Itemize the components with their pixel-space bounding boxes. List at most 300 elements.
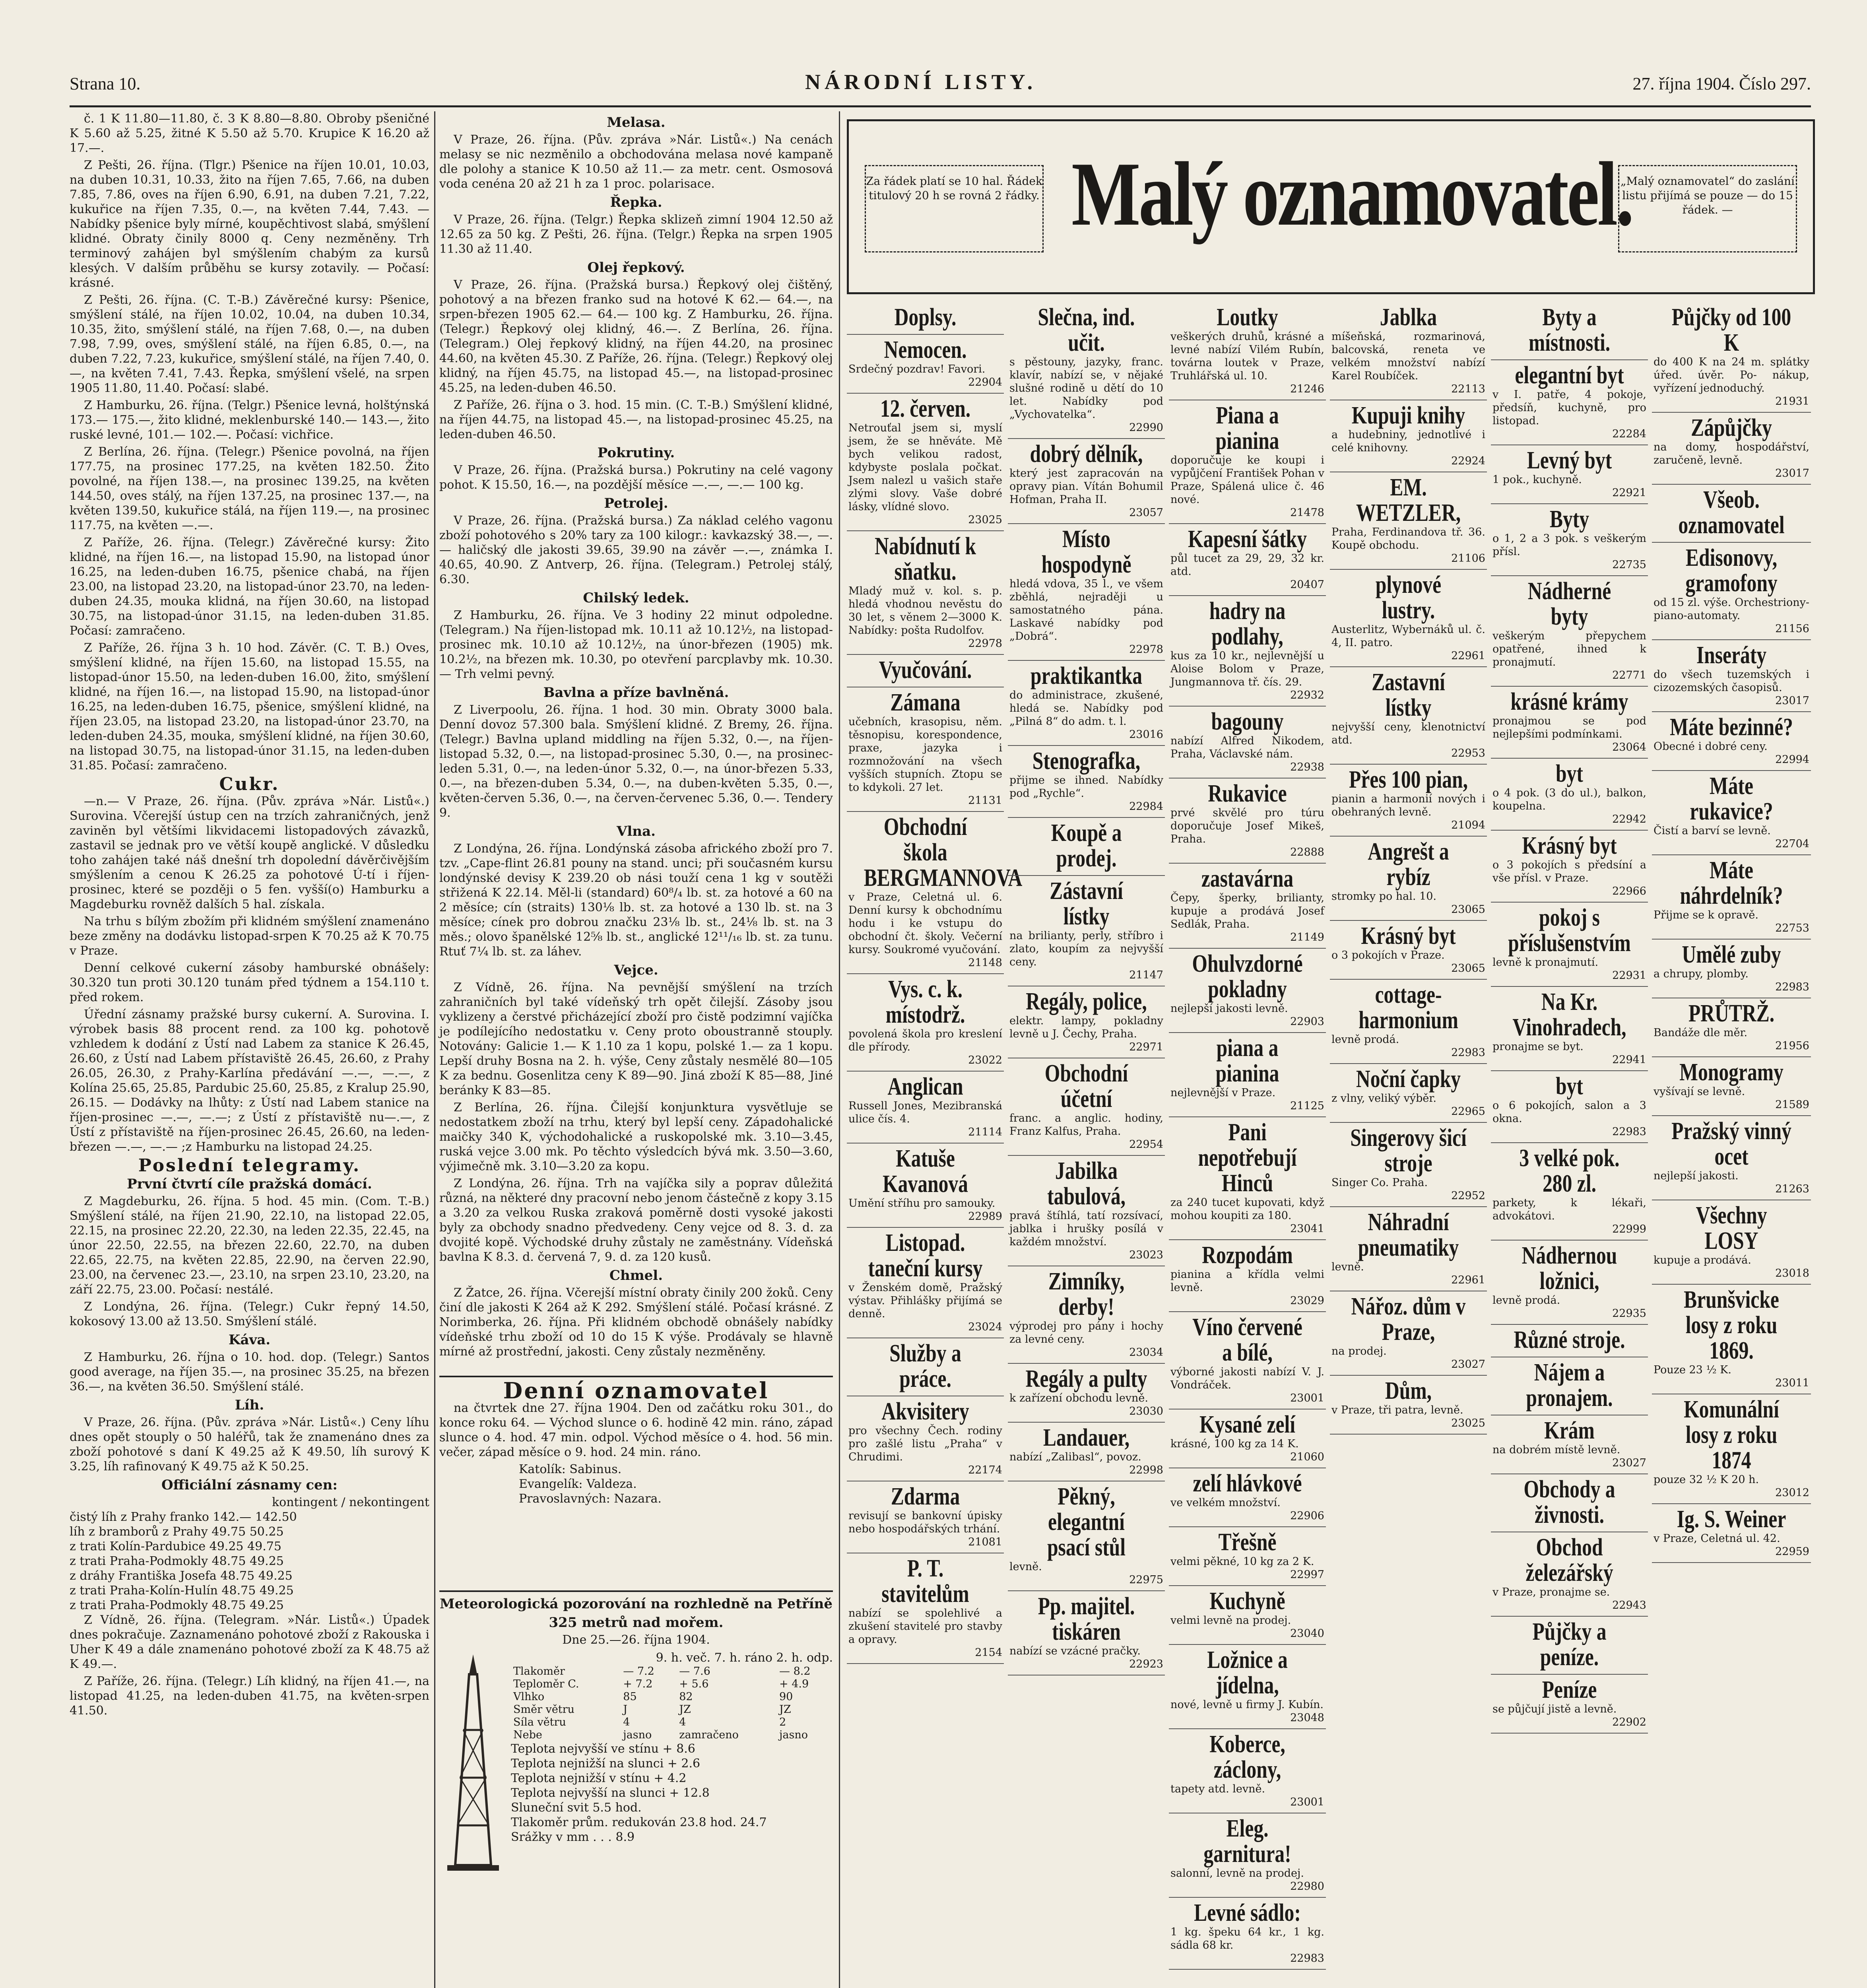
classified-ad: [1330, 667, 1487, 765]
classified-ad: [1169, 400, 1326, 524]
weather-subtitle: 325 metrů nad mořem.: [549, 1615, 724, 1631]
classified-ad-heading: Dům,: [1385, 1377, 1432, 1404]
classified-ad-heading: Eleg. garnitura!: [1203, 1815, 1291, 1868]
text-paragraph: Z Londýna, 26. října. (Telegr.) Cukr řepný 14.50, kokosový 13.00 až 13.50. Smýšlení stálé.: [70, 1300, 429, 1328]
classified-ad-text: pianina a křídla velmi levně.: [1170, 1268, 1324, 1294]
classified-ad: [1491, 1415, 1648, 1474]
classified-ad-heading: Zimníky, derby!: [1048, 1268, 1125, 1320]
masthead: NÁRODNÍ LISTY.: [805, 70, 1037, 94]
classified-ad: [1330, 980, 1487, 1064]
classified-ad: [1169, 1813, 1326, 1898]
classified-ad-text: pronajmou se pod nejlepšími podmínkami.: [1492, 715, 1646, 740]
classified-ad-heading: Nabídnutí k sňatku.: [874, 533, 976, 585]
classified-ad-number: 22771: [1612, 669, 1646, 681]
classified-ad: [1330, 302, 1487, 400]
classified-ad-heading: Singerovy šicí stroje: [1350, 1124, 1467, 1177]
classified-ad-number: 22924: [1451, 455, 1485, 467]
weather-times: 9. h. več. 7. h. ráno 2. h. odp.: [656, 1651, 833, 1665]
classified-ad-heading: Pražský vinný ocet: [1671, 1118, 1791, 1170]
classified-ad-heading: Pěkný, elegantní psací stůl: [1047, 1483, 1126, 1561]
section-heading: Líh.: [235, 1397, 264, 1413]
classified-ad: [1169, 1033, 1326, 1117]
classified-ad-text: levně.: [1009, 1561, 1042, 1573]
text-paragraph: Úřední zásnamy pražské bursy cukerní. A. Surovina. I. výrobek basis 88 procent rend. za 100 kg. pohotově vzhledem k dodání z Ústí nad Labem za stanice K 26.45, 26.60, z Ústí nad Labem přístaviště 26.45, 26.60, z Prahy 26.05, 26.30, z Prahy-Karlína předávání —.—, —.—, z Kolína 25.65, 25.85, Pardubic 25.60, 25.85, z Kralup 25.90, 26.15. — Dodávky na lhůty: z Ústí nad Labem stanice na říjen-prosinec —.—, —.—; z Ústí z přístaviště nu—.—, z Ústí z přístaviště na říjen-prosinec 26.45, 26.60, na leden-březen —.—, —.— ;z Hamburku na listopad 24.25.: [70, 1008, 429, 1154]
classified-ad: [1330, 472, 1487, 570]
classified-ad-number: 23064: [1612, 741, 1646, 753]
classified-column-2: [1008, 302, 1165, 1988]
classified-ad-number: 22952: [1451, 1190, 1485, 1202]
weather-extra: Teplota nejvyšší ve stínu + 8.6: [511, 1742, 695, 1756]
classified-ad-text: 1 kg. špeku 64 kr., 1 kg. sádla 68 kr.: [1170, 1926, 1324, 1951]
classified-column-1: [847, 302, 1023, 1988]
classified-ad: [1169, 1729, 1326, 1813]
classified-ad: [1491, 759, 1648, 831]
classified-ad-number: 23012: [1775, 1487, 1809, 1499]
classified-ad-number: 22943: [1612, 1599, 1646, 1611]
classified-ad-number: 23025: [1451, 1417, 1485, 1429]
classified-ad: [1008, 1156, 1165, 1266]
classified-ad-number: 22888: [1290, 846, 1324, 858]
price-row: líh z bramborů z Prahy 49.75 50.25: [70, 1525, 284, 1539]
price-box: „Malý oznamovatel“ do zaslání listu přijímá se pouze — do 15 řádek. —: [1618, 165, 1797, 252]
classified-ad: [1652, 998, 1811, 1057]
text-paragraph: V Praze, 26. října. (Pražská bursa.) Za náklad celého vagonu zboží pohotového s 20% tary za 100 kilogr.: kavkazský 38.—, —.— haličský dle jakosti 39.65, 39.90 na závěr —.—, známka I. 40.65, 40.90. Z Antverp, 26. října. (Telegram.) Petrolej stálý, 6.30.: [439, 514, 833, 586]
classified-ad-number: 22932: [1290, 689, 1324, 701]
classified-ad: [847, 687, 1004, 812]
classified-ad-number: 22753: [1775, 922, 1809, 934]
classified-ad-number: 22954: [1129, 1138, 1163, 1151]
text-paragraph: V Praze, 26. října. (Pův. zpráva »Nár. Listů«.) Na cenách melasy se nic nezměnilo a obchodována melasa nové kampaně dle polohy a stanice K 10.50 až 11.— za metr. cent. Osmosová voda cenéna 20 až 21 h za 1 proc. polarisace.: [439, 133, 833, 191]
issue-date: 27. října 1904. Číslo 297.: [1632, 74, 1811, 93]
calendar-name-day: Pravoslavných: Nazara.: [519, 1492, 662, 1506]
classified-ad-heading: zelí hlávkové: [1193, 1470, 1302, 1497]
classified-ad-heading: Nájem a pronajem.: [1526, 1359, 1613, 1411]
calendar-name-day: Katolík: Sabinus.: [519, 1462, 622, 1476]
classified-ad: [1491, 1474, 1648, 1532]
text-paragraph: Z Magdeburku, 26. října. 5 hod. 45 min. (Com. T.-B.) Smýšlení stálé, na říjen 21.90, 22.10, na listopad 22.05, 22.15, na prosinec 22.20, 22.30, na leden 22.35, 22.45, na únor 22.50, 22.55, na březen 22.60, 22.70, na duben 22.65, 22.75, na květen 22.85, 22.90, na červen 22.90, 23.00, na červenec 23.—, 23.10, na srpen 23.10, 23.20, na září 22.75, 23.00. Počasí: nestálé.: [70, 1194, 429, 1297]
classified-ad: [1652, 771, 1811, 855]
classified-ad-number: 22997: [1290, 1569, 1324, 1581]
text-paragraph: V Praze, 26. října. (Telgr.) Řepka sklizeň zimní 1904 12.50 až 12.65 za 50 kg. Z Pešti, 26. října. (Telgr.) Řepka na srpen 1905 11.30 až 11.40.: [439, 213, 833, 256]
classified-ad-text: levně.: [1331, 1261, 1364, 1273]
classified-ad-text: výprodej pro pány i hochy za levné ceny.: [1009, 1320, 1163, 1345]
classified-ad-heading: Půjčky a peníze.: [1532, 1618, 1607, 1671]
classified-ad-number: 22953: [1451, 747, 1485, 759]
table-header: kontingent / nekontingent: [272, 1495, 429, 1509]
classified-ad-text: pianin a harmonií nových i obehraných levně.: [1331, 793, 1485, 818]
classified-ad-heading: Slečna, ind. učit.: [1038, 304, 1135, 356]
weather-title: Meteorologická pozorování na rozhledně na Petříně: [439, 1596, 833, 1612]
classified-ad: [847, 1228, 1004, 1338]
classified-ad-text: o 1, 2 a 3 pok. s veškerým přísl.: [1492, 532, 1646, 558]
classified-ad-number: 22989: [968, 1210, 1002, 1223]
classified-ad: [1008, 1481, 1165, 1591]
classified-ad-number: 22903: [1290, 1015, 1324, 1028]
classified-ad-text: elektr. lampy, pokladny levně u J. Čechy, Praha.: [1009, 1015, 1163, 1040]
text-paragraph: Z Hamburku, 26. října. Ve 3 hodiny 22 minut odpoledne. (Telegram.) Na říjen-listopad mk. 10.11 až 10.12½, na listopad-prosinec mk. 10.10 až 10.12½, na únor-březen (1905) mk. 10.2½, na březen mk. 10.30, po otevření parcplavby mk. 10.30. — Trh velmi pevný.: [439, 608, 833, 681]
classified-ad-number: 22990: [1129, 421, 1163, 434]
classified-ad-heading: Regály a pulty: [1025, 1365, 1147, 1392]
classified-ad-text: Čistí a barví se levně.: [1654, 825, 1771, 837]
classified-ad-text: prvé skvělé pro túru doporučuje Josef Mikeš, Praha.: [1170, 807, 1324, 845]
classified-ad: [1330, 1291, 1487, 1376]
classified-ad: [1491, 1617, 1648, 1675]
classified-ad-heading: Zámana: [890, 689, 961, 716]
classified-ad-number: 21094: [1451, 819, 1485, 831]
classified-ad-heading: Jablka: [1380, 304, 1437, 331]
classified-ad-number: 21956: [1775, 1040, 1809, 1052]
weather-row: Teploměr C. + 7.2 + 5.6 + 4.9: [513, 1678, 809, 1690]
classified-ad-number: 20407: [1290, 579, 1324, 591]
classified-ad: [1330, 765, 1487, 837]
weather-extra: Sluneční svit 5.5 hod.: [511, 1801, 642, 1815]
classified-ad: [1330, 1376, 1487, 1435]
classified-ad: [1008, 661, 1165, 746]
classified-ad-text: franc. a anglic. hodiny, Franz Kalfus, Praha.: [1009, 1112, 1163, 1138]
classified-ad-number: 23022: [968, 1054, 1002, 1066]
classified-header: [847, 119, 1815, 294]
classified-ad-text: Russell Jones, Mezibranská ulice čís. 4.: [848, 1100, 1002, 1125]
classified-ad-heading: Všechny LOSY: [1696, 1202, 1767, 1254]
classified-ad-number: 22971: [1129, 1041, 1163, 1053]
classified-ad-text: pouze 32 ½ K 20 h.: [1654, 1474, 1759, 1486]
classified-ad-heading: Nádhernou ložnici,: [1522, 1242, 1617, 1295]
text-paragraph: Z Paříže, 26. října o 3. hod. 15 min. (C. T.-B.) Smýšlení klidné, na říjen 44.75, na listopad 45.—, na listopad-prosinec 45.25, na leden-duben 46.50.: [439, 398, 833, 441]
classified-ad-text: na prodej.: [1331, 1345, 1387, 1357]
classified-ad: [1008, 876, 1165, 986]
classified-ad: [847, 1143, 1004, 1228]
classified-ad-heading: Ig. S. Weiner: [1677, 1506, 1786, 1533]
weather-extra: Srážky v mm . . . 8.9: [511, 1830, 635, 1844]
text-paragraph: Z Pešti, 26. října. (Tlgr.) Pšenice na říjen 10.01, 10.03, na duben 10.31, 10.33, žito na říjen 7.65, 7.66, na duben 7.85, 7.86, oves na říjen 6.90, 6.91, na duben 7.21, 7.22, kukuřice na říjen 7.35, 0.—, na květen 7.44, 7.43. — Nabídky pšenice byly mírné, koupěchtivost slabá, smýšlení klidné. Obraty činily 8000 q. Ceny nezměněny. Trh terminový zahájen byl smýšlením chabým za kursů klesých. V dalším průběhu se kursy zotavily. — Počasí: krásné.: [70, 158, 429, 290]
classified-ad-text: na brilianty, perly, stříbro i zlato, koupím za nejvyšší ceny.: [1009, 930, 1163, 968]
classified-ad-text: přijme se ihned. Nabídky pod „Rychle“.: [1009, 774, 1163, 800]
classified-ad: [1491, 302, 1648, 360]
table-title: Officiální zásnamy cen:: [161, 1477, 338, 1493]
classified-ad-number: 23048: [1290, 1712, 1324, 1724]
classified-ad: [847, 1072, 1004, 1143]
classified-ad-text: o 3 pokojích v Praze.: [1331, 949, 1445, 961]
classified-ad: [1008, 818, 1165, 876]
classified-ad-heading: hadry na podlahy,: [1209, 598, 1286, 650]
classified-ad-text: a hudebniny, jednotlivé i celé knihovny.: [1331, 429, 1485, 454]
section-heading: Chilský ledek.: [583, 590, 689, 606]
classified-ad-text: veškerých druhů, krásné a levné nabízí Vilém Rubín, továrna loutek v Praze, Truhlářská ul. 10.: [1170, 330, 1324, 382]
text-paragraph: Z Vídně, 26. října. (Telegram. »Nár. Listů«.) Úpadek dnes pokračuje. Zaznamenáno pohotové zboží z Rakouska i Uher K 49 a dále znamenáno pohotové zboží za K 48.75 až K 49.—.: [70, 1613, 429, 1671]
classified-ad-text: nejlepší jakosti.: [1654, 1170, 1739, 1182]
classified-ad: [847, 812, 1023, 974]
classified-ad-text: Praha, Ferdinandova tř. 36. Koupě obchodu.: [1331, 526, 1485, 551]
classified-ad-heading: P. T. stavitelům: [881, 1555, 969, 1607]
classified-ad-number: 23025: [968, 514, 1002, 526]
classified-ad-text: levně prodá.: [1331, 1033, 1399, 1046]
classified-ad-text: ve velkém množství.: [1170, 1497, 1281, 1509]
classified-ad-heading: pokoj s příslušenstvím: [1508, 904, 1631, 957]
classified-ad-heading: Edisonovy, gramofony: [1685, 544, 1778, 597]
classified-ad-heading: Zápůjčky: [1691, 414, 1772, 441]
classified-ad: [1330, 400, 1487, 472]
classified-ad-number: 21060: [1290, 1451, 1324, 1463]
classified-ad-text: do všech tuzemských i cizozemských časopisů.: [1654, 668, 1809, 694]
classified-ad-heading: Inseráty: [1696, 642, 1767, 669]
classified-ad: [847, 974, 1004, 1072]
section-heading: Pokrutiny.: [597, 445, 675, 461]
classified-ad: [1491, 1357, 1648, 1415]
classified-ad-text: krásné, 100 kg za 14 K.: [1170, 1438, 1299, 1450]
section-heading: Bavlna a přízе bavlněná.: [543, 685, 729, 701]
classified-ad-number: 22978: [968, 637, 1002, 650]
classified-ad-number: 23034: [1129, 1346, 1163, 1359]
classified-ad-heading: Máte rukavice?: [1690, 773, 1773, 825]
classified-ad-text: salonní, levně na prodej.: [1170, 1867, 1304, 1879]
classified-ad-text: na domy, hospodářství, zaručeně, levně.: [1654, 441, 1809, 466]
classified-ad-heading: Komunální losy z roku 1874: [1684, 1396, 1779, 1474]
price-row: z trati Praha-Podmokly 48.75 49.25: [70, 1554, 284, 1568]
classified-ad-text: hledá vdova, 35 l., ve všem zběhlá, nejraději u samostatného pána. Laskavé nabídky pod „Dobrá“.: [1009, 578, 1163, 643]
text-paragraph: Z Berlína, 26. října. (Telegr.) Pšenice povolná, na říjen 177.75, na prosinec 177.25, na květen 182.50. Žito povolné, na říjen 138.—, na prosinec 139.25, na květen 144.50, oves stálý, na říjen 137.25, na prosinec 137.—, na květen 139.50, kukuřice stálá, na říjen 119.—, na prosinec 117.75, na květen —.—.: [70, 445, 429, 532]
classified-ad: [1008, 439, 1165, 524]
section-heading: Vlna.: [617, 823, 656, 839]
classified-ad-number: 2154: [975, 1646, 1002, 1659]
classified-ad: [1652, 413, 1811, 485]
classified-ad-number: 21131: [968, 794, 1002, 807]
classified-ad-text: veškerým přepychem opatřené, ihned k pronajmutí.: [1492, 630, 1646, 668]
classified-ad: [847, 531, 1004, 655]
classified-ad-number: 21114: [968, 1126, 1002, 1138]
classified-ad: [847, 335, 1004, 394]
classified-ad-heading: Katuše Kavanová: [883, 1145, 968, 1198]
classified-ad-text: revisují se bankovní úpisky nebo hospodářských trhání.: [848, 1510, 1002, 1535]
classified-ad-heading: Ohulvzdorné pokladny: [1192, 950, 1303, 1003]
classified-ad-heading: Kysané zelí: [1199, 1411, 1296, 1438]
classified-ad: [1330, 1064, 1487, 1123]
classified-ad-heading: cottage-harmonium: [1359, 981, 1458, 1034]
weather-report: [439, 1590, 833, 1988]
classified-ad-heading: Půjčky od 100 K: [1671, 304, 1791, 356]
classified-ad-number: 22975: [1129, 1574, 1163, 1586]
classified-ad-heading: Angrešt a rybíz: [1368, 838, 1449, 891]
weather-row: Tlakoměr — 7.2 — 7.6 — 8.2: [513, 1665, 811, 1677]
classified-ad: [1169, 1240, 1326, 1312]
classified-ad-number: 22983: [1612, 1126, 1646, 1138]
classified-column-3: [1169, 302, 1326, 1988]
classified-ad: [1330, 1123, 1487, 1207]
text-paragraph: V Praze, 26. října. (Pův. zpráva »Nár. Listů«.) Ceny líhu dnes opět stouply o 50 haléřů, tak že znamenáno dnes za zboží pohotové s daní K 49.25 až K 49.50, líh surový K 3.25, líh rafinovaný K 49.75 až K 50.25.: [70, 1415, 429, 1474]
classified-ad-number: 22965: [1451, 1105, 1485, 1118]
classified-ad: [1008, 302, 1165, 439]
classified-ad: [1652, 640, 1811, 712]
classified-ad-heading: Zástavní lístky: [1050, 878, 1123, 930]
classified-ad-number: 21263: [1775, 1183, 1809, 1195]
classified-ad-heading: Kuchyně: [1209, 1588, 1285, 1615]
classified-ad-number: 22704: [1775, 838, 1809, 850]
classified-ad-number: 22931: [1612, 969, 1646, 982]
classified-ad-heading: 12. červen.: [880, 395, 971, 422]
classified-ad-heading: Náhradní pneumatiky: [1358, 1209, 1459, 1261]
text-paragraph: Z Paříže, 26. října. (Telegr.) Závěrečné kursy: Žito klidné, na říjen 16.—, na listopad 15.90, na listopad únor 16.25, na leden-duben 16.75, pšenice chabá, na říjen 23.00, na listopad 23.20, na listopad-únor 23.70, na leden-duben 24.35, mouka klidná, na říjen 30.60, na listopad 30.75, na listopad-únor 31.15, na leden-duben 31.85. Počasí: zamračeno.: [70, 536, 429, 638]
classified-ad-text: Bandáže dle měr.: [1654, 1027, 1748, 1039]
classified-ad: [1008, 1266, 1165, 1364]
classified-ad-heading: zastavárna: [1201, 865, 1294, 892]
classified-column-5: [1491, 302, 1648, 1988]
classified-ad-heading: elegantní byt: [1515, 362, 1624, 389]
classified-ad-text: k zařízení obchodu levně.: [1009, 1392, 1148, 1404]
classified-ad-number: 23027: [1612, 1457, 1646, 1469]
classified-ad-heading: Nádherné byty: [1527, 578, 1611, 630]
weather-row: Vlhko 85 82 90: [513, 1691, 793, 1703]
classified-ad-heading: plynové lustry.: [1375, 571, 1442, 624]
classified-ad: [1008, 524, 1165, 661]
classified-ad-heading: Pp. majitel. tiskáren: [1038, 1593, 1135, 1645]
classified-ad: [1652, 1116, 1811, 1200]
classified-ad: [1169, 524, 1326, 596]
classified-ad-heading: Brunšvicke losy z roku 1869.: [1684, 1286, 1779, 1364]
classified-ad-text: Mladý muž v. kol. s. p. hledá vhodnou nevěstu do 30 let, s věnem 2—3000 K. Nabídky: pošta Rudolfov.: [848, 585, 1002, 637]
classified-ad: [1491, 987, 1648, 1071]
classified-ad: [1652, 712, 1811, 771]
classified-ad: [1330, 921, 1487, 980]
classified-ad-text: kupuje a prodává.: [1654, 1254, 1751, 1266]
daily-calendar: [439, 1376, 833, 1584]
classified-ad-number: 23027: [1451, 1358, 1485, 1371]
classified-ad-heading: Nemocen.: [884, 336, 967, 363]
classified-ad-number: 22961: [1451, 650, 1485, 662]
text-paragraph: Denní celkové cukerní zásoby hamburské obnášely: 30.320 tun proti 30.120 tunám před týdnem a 154.110 t. před rokem.: [70, 961, 429, 1004]
classified-ad-heading: Landauer,: [1043, 1424, 1130, 1451]
classified-ad-heading: Doplsy.: [894, 304, 957, 331]
classified-ad: [1491, 445, 1648, 504]
section-heading: Chmel.: [609, 1268, 663, 1283]
classified-ad-text: míšeňská, rozmarinová, balcovská, reneta ve velkém množství nabízí Karel Roubíček.: [1331, 330, 1485, 382]
classified-ad-number: 23017: [1775, 695, 1809, 707]
classified-ad-text: Pouze 23 ½ K.: [1654, 1364, 1731, 1376]
section-subheading: První čtvrtí cíle pražská domácí.: [127, 1176, 372, 1192]
classified-ad-heading: byt: [1556, 1073, 1583, 1100]
classified-ad-number: 22735: [1612, 559, 1646, 571]
classified-ad-heading: Koupě a prodej.: [1051, 819, 1122, 872]
classified-ad-text: do 400 K na 24 m. splátky úřed. úvěr. Po- nákup, vyřízení jednoduchý.: [1654, 356, 1809, 394]
text-paragraph: —n.— V Praze, 26. října. (Pův. zpráva »Nár. Listů«.) Surovina. Včerejší ústup cen na trzích zahraničných, jenž zaviněn byl většími likvidacemi listopadových závazků, zastavil se jednak pro ve větší koupě anglické. V důsledku toho zahájen také náš dnešní trh dopolední dávěrčivějším smýšlením a cenou K 26.25 za pohotové Ú-tí i říjen-prosinec, které se později o 5 fen. vyšší(o) Hamburku a Magdeburku rovněž dalších 5 hal. získala.: [70, 794, 429, 911]
classified-ad-heading: Rozpodám: [1202, 1242, 1293, 1269]
classified-ad-number: 22998: [1129, 1464, 1163, 1476]
classified-ad-heading: Obchod železářský: [1525, 1534, 1613, 1586]
classified-ad: [847, 302, 1004, 335]
text-paragraph: Z Londýna, 26. října. Trh na vajíčka sily a poprav důležitá různá, na některé dny pracovní nebo jenom částečně z kopy 3.15 a 3.20 za velkou Ruska zraková poměrně dosti vysoké jakosti byly za obchody snadno předvedeny. Ceny vejce od 8. 3. d. za dvojité kopě. Východské druhy zůstaly ne zaměstnány. Vídeňská bavlna K 8.3. d. červená 7, 9. d. za 120 kusů.: [439, 1176, 833, 1264]
classified-ad-text: 1 pok., kuchyně.: [1492, 474, 1582, 486]
classified-ad-heading: Loutky: [1217, 304, 1278, 331]
classified-ad-heading: dobrý dělník,: [1030, 441, 1143, 468]
price-row: z dráhy Františka Josefa 48.75 49.25: [70, 1569, 293, 1583]
classified-ad-number: 21156: [1775, 623, 1809, 635]
classified-ad: [1169, 596, 1326, 707]
classified-ad: [1652, 1200, 1811, 1285]
classified-ad: [1652, 302, 1811, 413]
classified-ad-number: 22959: [1775, 1545, 1809, 1558]
classified-ad: [847, 1338, 1004, 1396]
text-paragraph: č. 1 K 11.80—11.80, č. 3 K 8.80—8.80. Obroby pšeničné K 5.60 až 5.25, žitné K 5.50 až 5.70. Krupice K 16.20 až 17.—.: [70, 112, 429, 155]
classified-ad-text: za 240 tucet kupovati, když mohou koupiti za 180.: [1170, 1196, 1324, 1222]
classified-ad: [847, 1553, 1004, 1664]
classified-ad: [1169, 707, 1326, 779]
text-paragraph: Z Žatce, 26. října. Včerejší místní obraty činily 200 žoků. Ceny činí dle jakosti K 264 až K 292. Smýšlení stálé. Počasí krásné. Z Norimberka, 26. října. Při klidném obchodě obnášely nabídky vídeňské trhu zboží od 10 do 15 K výše. Prodávaly se hlavně mírné až prostřední, jakosti. Ceny zůstaly nezměněny.: [439, 1286, 833, 1359]
classified-ad-number: 22174: [968, 1464, 1002, 1476]
classified-ad-text: v Praze, Celetná ul. 6. Denní kursy k obchodnímu hodu i ke vstupu do obchodní čt. školy. Večerní kursy. Soukromé vyučování.: [848, 891, 1002, 956]
classified-ad-heading: Různé stroje.: [1514, 1326, 1625, 1353]
classified-ad-number: 23001: [1290, 1796, 1324, 1808]
classified-ad-heading: Zastavní lístky: [1372, 669, 1445, 721]
classified-ad-text: nejvyšší ceny, klenotnictví atd.: [1331, 721, 1485, 746]
section-heading: Cukr.: [219, 774, 280, 794]
classified-ad-number: 23023: [1129, 1249, 1163, 1261]
classified-ad: [1491, 903, 1648, 987]
classified-ad-number: 22284: [1612, 428, 1646, 440]
classified-ad: [1008, 1591, 1165, 1675]
classified-ad-number: 22994: [1775, 753, 1809, 766]
classified-ad: [1169, 1586, 1326, 1645]
classified-ad: [847, 1396, 1004, 1481]
classified-ad-number: 22999: [1612, 1223, 1646, 1235]
classified-ad-number: 21148: [968, 957, 1002, 969]
classified-ad-heading: EM. WETZLER,: [1356, 474, 1461, 526]
classified-ad-heading: Místo hospodyně: [1041, 526, 1131, 578]
section-heading: Řepka.: [610, 194, 662, 210]
classified-ad-number: 23041: [1290, 1223, 1324, 1235]
classified-ad-number: 23018: [1775, 1267, 1809, 1279]
classified-ad-number: 22941: [1612, 1054, 1646, 1066]
classified-ad: [847, 394, 1004, 531]
classified-ad-text: o 4 pok. (3 do ul.), balkon, koupelna.: [1492, 787, 1646, 812]
classified-ad-number: 22904: [968, 376, 1002, 388]
classified-ad-number: 22983: [1775, 981, 1809, 993]
classified-ad: [1491, 831, 1648, 903]
classified-ad-heading: Levné sádlo:: [1194, 1899, 1301, 1926]
classified-ad-heading: Peníze: [1542, 1676, 1597, 1703]
classified-ad-heading: Máte náhrdelník?: [1680, 857, 1783, 909]
classified-ad-number: 21081: [968, 1536, 1002, 1548]
classified-ad-heading: Všeob. oznamovatel: [1678, 486, 1785, 539]
classified-ad: [1652, 940, 1811, 998]
classified-ad: [1169, 1117, 1326, 1240]
classified-ad-number: 22978: [1129, 643, 1163, 656]
classified-ad-heading: Obchodní účetní: [1044, 1060, 1128, 1112]
classified-ad: [1491, 687, 1648, 759]
classified-ad-text: levně prodá.: [1492, 1294, 1560, 1307]
weather-dates: Dne 25.—26. října 1904.: [562, 1633, 710, 1647]
classified-ad: [1330, 1207, 1487, 1291]
classified-ad-number: 23065: [1451, 962, 1485, 975]
classified-ad: [847, 655, 1004, 687]
classified-ad: [1652, 485, 1811, 543]
text-paragraph: Z Hamburku, 26. října o 10. hod. dop. (Telegr.) Santos good average, na říjen 35.—, na prosinec 35.25, na březen 36.—, na květen 36.50. Smýšlení stálé.: [70, 1350, 429, 1394]
classified-ad-heading: Obchodní škola BERGMANNOVA: [864, 813, 1023, 891]
classified-ad-text: půl tucet za 29, 29, 32 kr. atd.: [1170, 552, 1324, 578]
section-heading: Melasa.: [607, 115, 666, 130]
classified-ad-text: vyšívají se levně.: [1654, 1085, 1745, 1098]
classified-ad-number: 22935: [1612, 1307, 1646, 1320]
text-paragraph: Z Pešti, 26. října. (C. T.-B.) Závěrečné kursy: Pšenice, smýšlení stálé, na říjen 10.02, 10.04, na duben 10.34, 10.35, žito, smýšlení stálé, na říjen 7.68, 0.—, na duben 7.98, 7.99, oves, smýšlení stálé, na říjen 6.85, 0.—, na duben 7.22, 7.23, kukuřice, smýšlení stálé, na říjen 7.40, 0.—, na květen 7.41, 7.43. Řepka, smýšlení všelé, na srpen 1905 11.80, 11.40. Počasí: slabé.: [70, 293, 429, 395]
classified-ad-text: Umění stříhu pro samouky.: [848, 1197, 996, 1209]
classified-ad-heading: Byty: [1549, 506, 1589, 533]
classified-ad-number: 21246: [1290, 383, 1324, 395]
classified-ad-text: z vlny, veliký výběr.: [1331, 1092, 1436, 1105]
classified-ad-heading: Nářoz. dům v Praze,: [1351, 1293, 1466, 1345]
classified-ad-heading: Noční čapky: [1356, 1066, 1461, 1093]
classified-ad-text: Srdečný pozdrav! Favori.: [848, 363, 986, 375]
classified-ad: [1491, 1325, 1648, 1357]
weather-extra: Teplota nejnižší na slunci + 2.6: [511, 1757, 701, 1771]
weather-row: Síla větru 4 4 2: [513, 1716, 786, 1728]
classified-ad-number: 22961: [1451, 1274, 1485, 1286]
